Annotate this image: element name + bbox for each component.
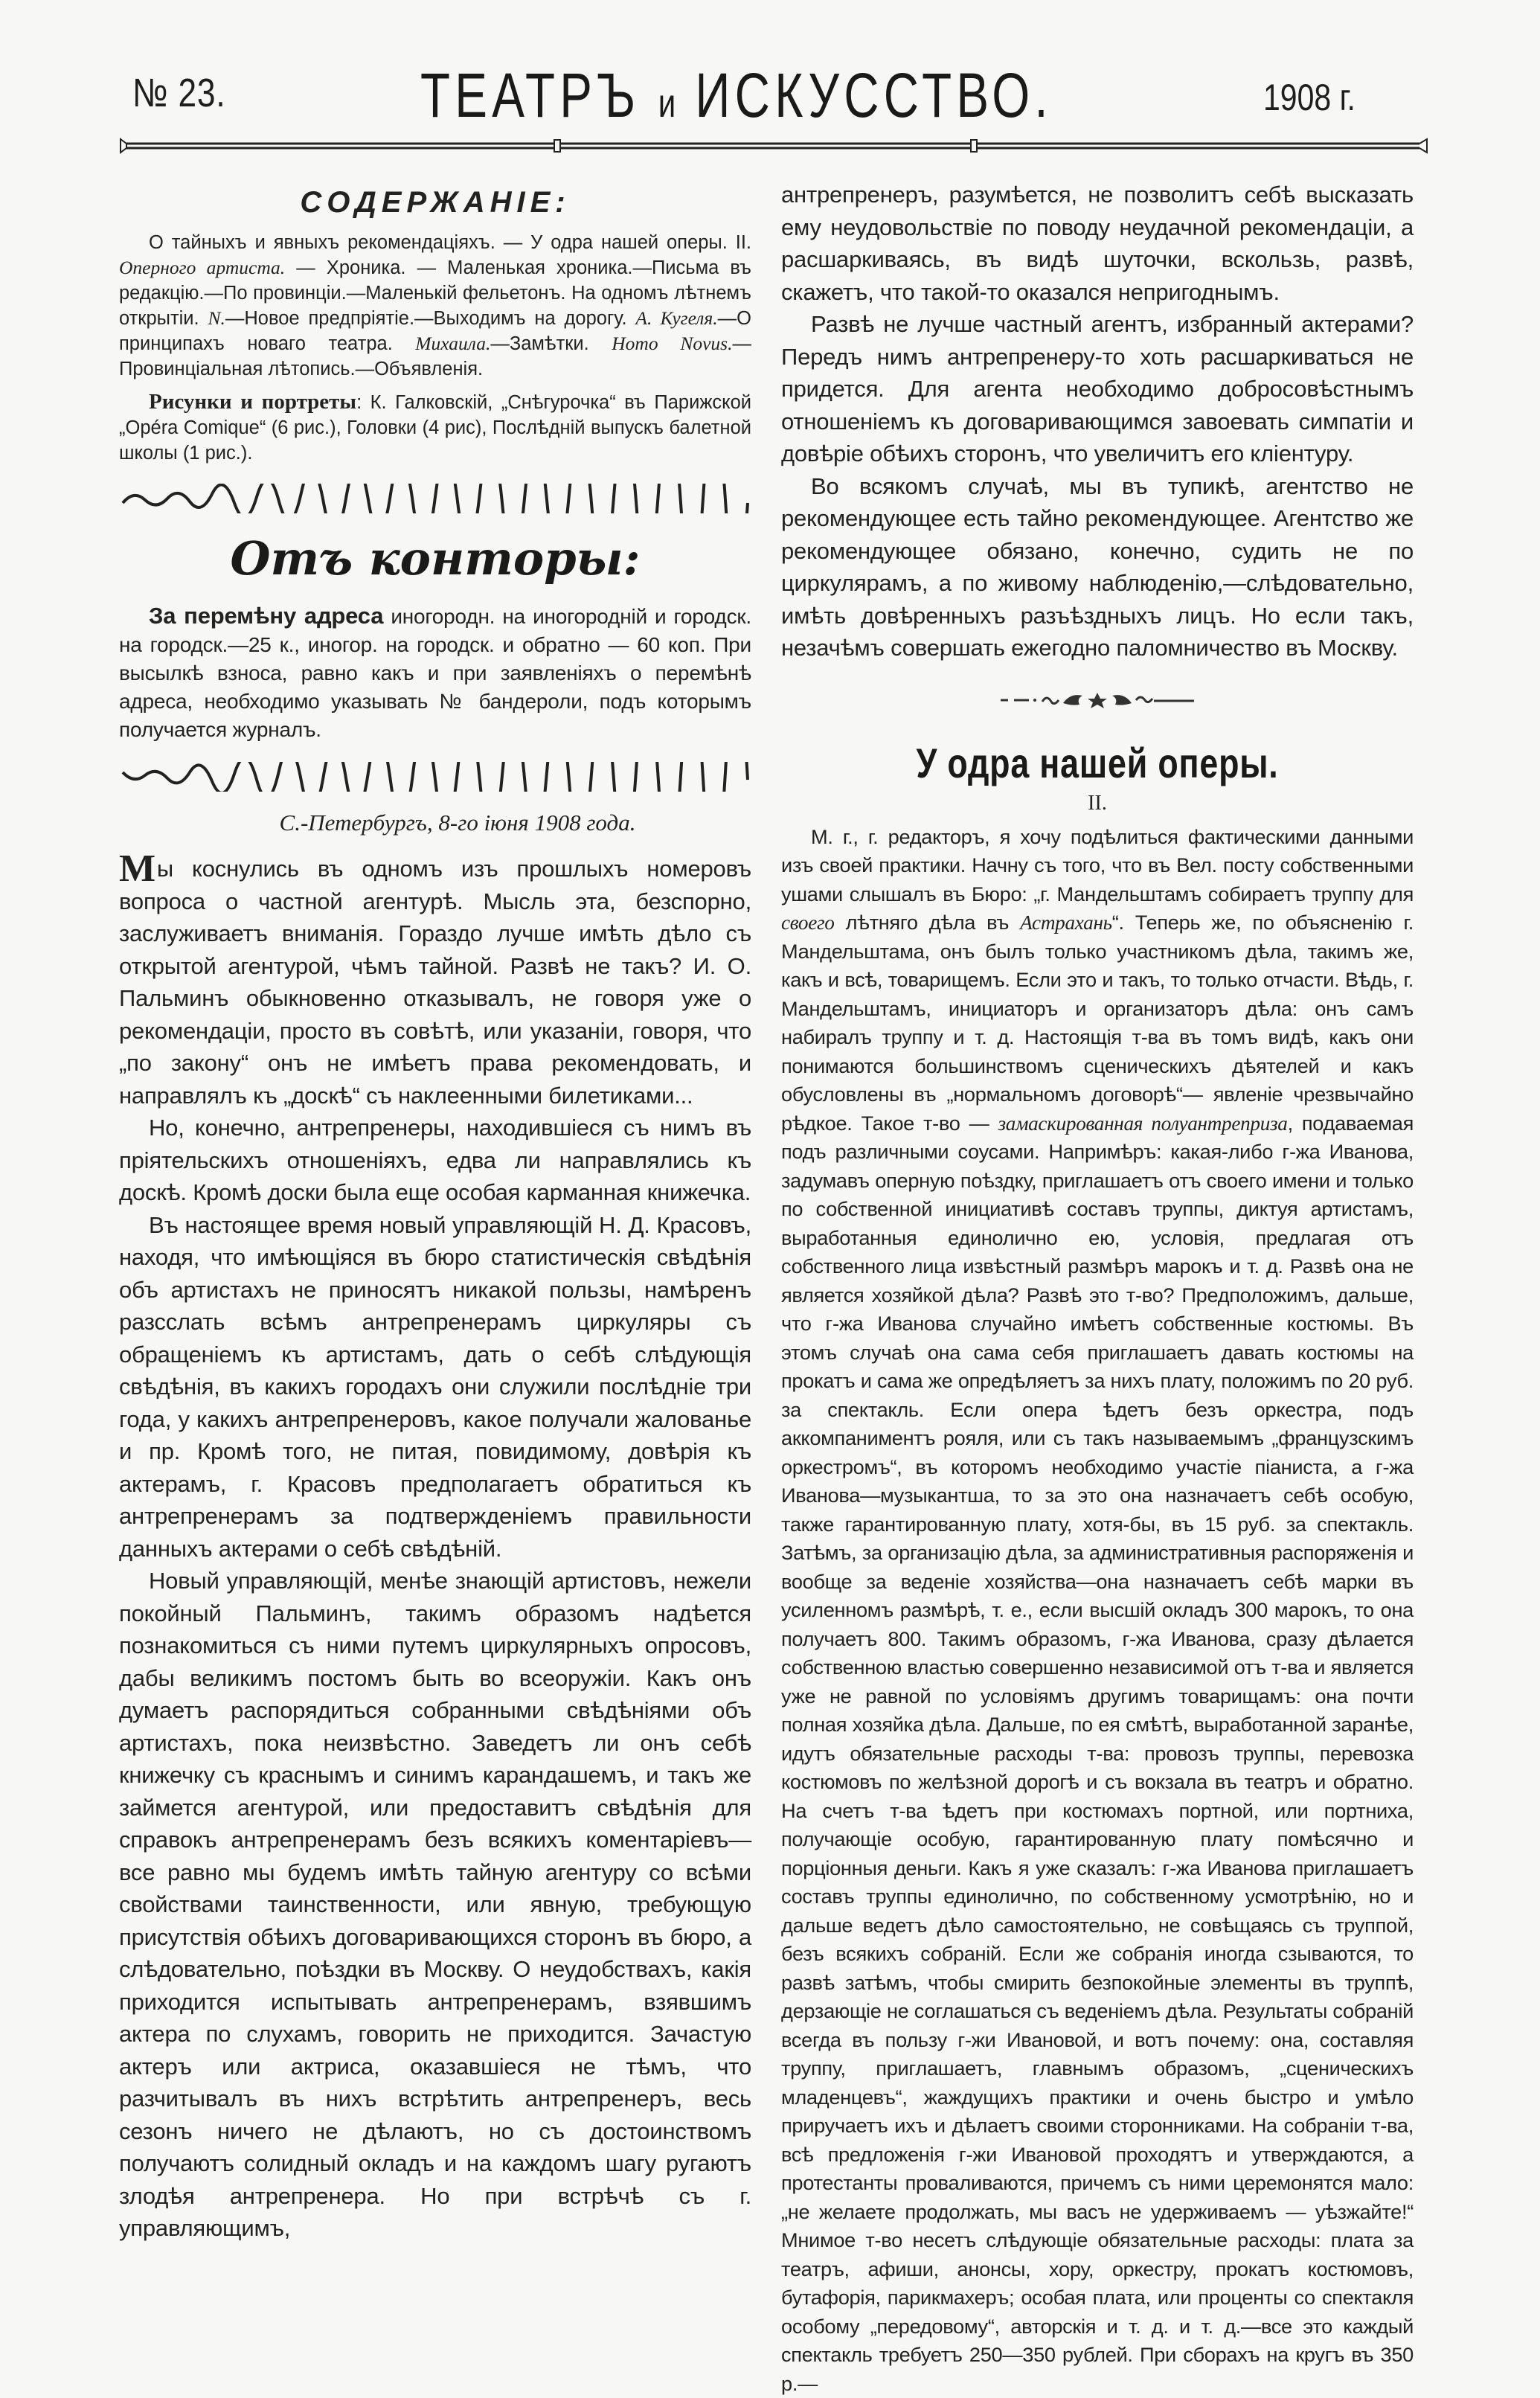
article-italic: замаскированная полуантреприза	[998, 1112, 1287, 1135]
issue-number: № 23.	[132, 70, 225, 116]
article-text: лѣтняго дѣла въ	[835, 911, 1021, 934]
journal-title	[420, 60, 1053, 132]
office-notice-text: иногородн. на иногороднiй и городск. на городск.—25 к., иногор. на городск. и обратно — 60 коп. При высылкѣ взноса, равно какъ и при заявленiяхъ о перемѣнѣ адреса, необходимо указывать № бандероли, подъ которымъ получается журналъ.	[119, 605, 751, 741]
editorial-continuation: Во всякомъ случаѣ, мы въ тупикѣ, агентство не рекомендующее есть тайно рекомендующее. Агентство же рекомендующее обязано, конечно, судить не по циркулярамъ, а по живому наблюденiю,—слѣдовательно, имѣть довѣренныхъ разъѣздныхъ лицъ. Но если такъ, незачѣмъ совершать ежегодно паломничество въ Москву.	[781, 470, 1414, 664]
contents-author: Оперного артиста.	[119, 257, 285, 278]
contents-text: —Новое предпрiятiе.—Выходимъ на дорогу.	[225, 308, 636, 329]
article-text: , подаваемая подъ различными соусами. Напримѣръ: какая-либо г-жа Иванова, задумавъ оперную поѣздку, приглашаетъ отъ своего имени и только по собственной инициативѣ составъ труппы, диктуя артистамъ, выработанныя единолично ею, условiя, предлагая отъ собственного лица извѣстный размѣръ марокъ и т. д. Развѣ она не является хозяйкой дѣла? Развѣ это т-во? Предположимъ, дальше, что г-жа Иванова случайно имѣетъ собственные костюмы. Въ этомъ случаѣ она сама себя приглашаетъ давать костюмы на прокатъ и сама же опредѣляетъ за нихъ плату, положимъ по 20 руб. за спектакль. Если опера ѣдетъ безъ оркестра, подъ аккомпаниментъ рояля, или съ такъ называемымъ „французскимъ оркестромъ“, въ которомъ необходимо участiе пiаниста, а г-жа Иванова—музыкантша, то за это она назначаетъ себѣ особую, также гарантированную плату, хотя-бы, въ 15 руб. за спектакль. Затѣмъ, за организацiю дѣла, за административныя распоряженiя и вообще за веденiе хозяйства—она назначаетъ себѣ марки въ усиленномъ размѣрѣ, т. е., если высшiй окладъ 300 марокъ, то она получаетъ 800. Такимъ образомъ, г-жа Иванова, сразу дѣлается собственною властью совершенно независимой отъ т-ва и является уже не равной по условiямъ другимъ товарищамъ: она почти полная хозяйка дѣла. Дальше, по ея смѣтѣ, выработанной заранѣе, идутъ обязательные расходы т-ва: провозъ труппы, перевозка костюмовъ по желѣзной дорогѣ и съ вокзала въ театръ и обратно. На счетъ т-ва ѣдетъ при костюмахъ портной, или портниха, получающiе особую, гарантированную плату помѣсячно и порцiонныя деньги. Какъ я уже сказалъ: г-жа Иванова приглашаетъ составъ труппы единолично, по собственному усмотрѣнiю, но и дальше ведетъ дѣло самостоятельно, не совѣщаясь съ труппой, безъ всякихъ собранiй. Если же собранiя иногда сзываются, то развѣ затѣмъ, чтобы смирить безпокойные элементы въ труппѣ, дерзающiе не соглашаться съ веденiемъ дѣла. Результаты собранiй всегда въ пользу г-жи Ивановой, и вотъ почему: она, составляя труппу, приглашаетъ, главнымъ образомъ, „сценическихъ младенцевъ“, жаждущихъ практики и очень быстро и умѣло приручаетъ ихъ и дѣлаетъ своими сторонниками. На собранiи т-ва, всѣ предложенiя г-жи Ивановой проходятъ и утверждаются, а протестанты проваливаются, причемъ съ ними церемонятся мало: „не желаете продолжать, мы васъ не удерживаемъ — уѣзжайте!“ Мнимое т-во несетъ слѣдующiе обязательные расходы: плата за театръ, афиши, анонсы, хору, оркестру, прокатъ костюмовъ, бутафорiя, парикмахеръ; особая плата, или проценты со спектакля особому „передовому“, авторскiя и т. д. и т. д.—все это каждый спектакль требуетъ 250—350 рублей. При сборахъ на кругъ въ 350 р.—	[781, 1112, 1414, 2395]
office-heading: Отъ конторы:	[119, 531, 751, 586]
masthead	[0, 60, 1540, 134]
editorial-paragraph: Но, конечно, антрепренеры, находившiеся съ нимъ въ прiятельскихъ отношенiяхъ, едва ли направлялись къ доскѣ. Кромѣ доски была еще особая карманная книжечка.	[119, 1112, 751, 1209]
wavy-divider	[119, 762, 751, 792]
editorial-paragraph: Въ настоящее время новый управляющiй Н. Д. Красовъ, находя, что имѣющiяся въ бюро статистическiя свѣдѣнiя объ артистахъ не приносятъ никакой пользы, намѣренъ разсслать всѣмъ антрепренерамъ циркуляры съ обращенiемъ къ артистамъ, дать о себѣ слѣдующiя свѣдѣнiя, въ какихъ городахъ они служили послѣднiе три года, у какихъ антрепренеровъ, какое получали жалованье и пр. Кромѣ того, не питая, повидимому, довѣрiя къ актерамъ, г. Красовъ предполагаетъ обратиться къ антрепренерамъ за подтвержденiемъ правильности данныхъ актерами о себѣ свѣдѣнiй.	[119, 1209, 751, 1565]
wavy-divider	[119, 484, 751, 513]
drop-cap: М	[119, 847, 155, 890]
editorial-continuation: Развѣ не лучше частный агентъ, избранный актерами? Передъ нимъ антрепренеру-то хоть расшаркиваться не придется. Для агента необходимо добросовѣстнымъ отношенiемъ къ договаривающимся завоевать симпатiи и довѣрiе обѣихъ сторонъ, что увеличитъ его клiентуру.	[781, 308, 1414, 470]
journal-title-part-a: ТЕАТРЪ	[420, 60, 640, 130]
pictures-label: Рисунки и портреты	[149, 390, 356, 414]
left-column	[119, 179, 751, 2245]
editorial-body	[119, 853, 751, 2245]
editorial-paragraph	[119, 853, 751, 1112]
contents-author: Homo Novus.	[612, 333, 732, 354]
article-text: М. г., г. редакторъ, я хочу подѣлиться фактическими данными изъ своей практики. Начну съ того, что въ Вел. посту собственными ушами слышалъ въ Бюро: „г. Мандельштамъ собираетъ труппу для	[781, 825, 1414, 905]
journal-title-part-b: ИСКУССТВО.	[695, 60, 1053, 130]
journal-title-and: и	[658, 81, 677, 126]
article-body	[781, 823, 1414, 2398]
pictures-list	[119, 389, 751, 466]
contents-text: —О принципахъ новаго театра.	[119, 308, 751, 354]
contents-author: N.	[208, 307, 225, 329]
contents-text: —Провинцiальная лѣтопись.—Объявленiя.	[119, 333, 751, 379]
article-text: “. Теперь же, по объясненiю г. Мандельштама, онъ былъ только участникомъ дѣла, такимъ же, какъ и всѣ, товарищемъ. Если это и такъ, то только отчасти. Вѣдь, г. Мандельштамъ, инициаторъ и организаторъ дѣла: онъ самъ набиралъ труппу и т. д. Настоящiя т-ва въ томъ видѣ, какъ они понимаются большинствомъ сценическихъ дѣятелей и какъ обусловлены въ „нормальномъ договорѣ“— явленiе чрезвычайно рѣдкое. Такое т-во —	[781, 911, 1414, 1135]
contents-author: А. Кугеля.	[635, 307, 717, 329]
contents-list	[119, 230, 751, 382]
office-notice	[119, 602, 751, 744]
contents-text: —Замѣтки.	[490, 333, 612, 354]
contents-text: О тайныхъ и явныхъ рекомендацiяхъ. — У одра нашей оперы. II.	[149, 232, 751, 253]
contents-author: Михаила.	[415, 333, 490, 354]
contents-text: — Хроника. — Маленькая хроника.—Письма въ редакцiю.—По провинцiи.—Маленькiй фельетонъ. На одномъ лѣтнемъ открытiи.	[119, 257, 751, 329]
header-rule	[119, 138, 1428, 154]
office-notice-lead: За перемѣну адреса	[149, 603, 383, 629]
article-part-number: II.	[781, 792, 1414, 815]
editorial-paragraph: Новый управляющiй, менѣе знающiй артистовъ, нежели покойный Пальминъ, такимъ образомъ надѣется познакомиться съ ними путемъ циркулярныхъ опросовъ, дабы великимъ постомъ быть во всеоружiи. Какъ онъ думаетъ распорядиться собранными свѣдѣнiями объ артистахъ, пока неизвѣстно. Заведетъ ли онъ себѣ книжечку съ краснымъ и синимъ карандашемъ, и такъ же займется агентурой, или предоставитъ свѣдѣнiя для справокъ антрепренерамъ безъ всякихъ коментарiевъ—все равно мы будемъ имѣть тайную агентуру со всѣми свойствами таинственности, или явную, требующую присутствiя обѣихъ договаривающихся сторонъ въ бюро, а слѣдовательно, поѣздки въ Москву. О неудобствахъ, какiя приходится испытывать антрепренерамъ, взявшимъ актера по слухамъ, говорить не приходится. Зачастую актеръ или актриса, оказавшiеся не тѣмъ, что разчитывалъ въ нихъ встрѣтить антрепренеръ, весь сезонъ ничего не дѣлаютъ, но съ достоинствомъ получаютъ солидный окладъ и на каждомъ шагу ругаютъ злодѣя антрепренера. Но при встрѣчѣ съ г. управляющимъ,	[119, 1565, 751, 2245]
contents-heading: СОДЕРЖАНIЕ:	[119, 186, 751, 219]
dateline: С.-Петербургъ, 8-го iюня 1908 года.	[164, 810, 751, 836]
editorial-continuation: антрепренеръ, разумѣется, не позволитъ себѣ высказать ему неудовольствiе по поводу неудачной рекомендацiи, а расшаркиваясь, въ видѣ шуточки, вскользь, развѣ, скажетъ, что такой-то оказался непригоднымъ.	[781, 179, 1414, 308]
paragraph-text: ы коснулись въ одномъ изъ прошлыхъ номеровъ вопроса о частной агентурѣ. Мысль эта, безспорно, заслуживаетъ вниманiя. Гораздо лучше имѣть дѣло съ открытой агентурой, чѣмъ тайной. Развѣ не такъ? И. О. Пальминъ обыкновенно отказывалъ, не говоря уже о рекомендацiи, просто въ совѣтѣ, или указанiи, говоря, что „по закону“ онъ не имѣетъ права рекомендовать, и направлялъ къ „доскѣ“ съ наклеенными билетиками...	[119, 856, 751, 1109]
ornament-divider	[1001, 691, 1194, 709]
pictures-text: : К. Галковскiй, „Снѣгурочка“ въ Парижской „Opéra Comique“ (6 рис.), Головки (4 рис), Послѣднiй выпускъ балетной школы (1 рис.).	[119, 392, 751, 464]
article-italic: своего	[781, 911, 835, 934]
article-heading: У одра нашей оперы.	[844, 739, 1350, 787]
article-italic: Астрахань	[1020, 911, 1112, 934]
issue-year: 1908 г.	[1263, 76, 1355, 119]
right-column	[781, 179, 1414, 2398]
